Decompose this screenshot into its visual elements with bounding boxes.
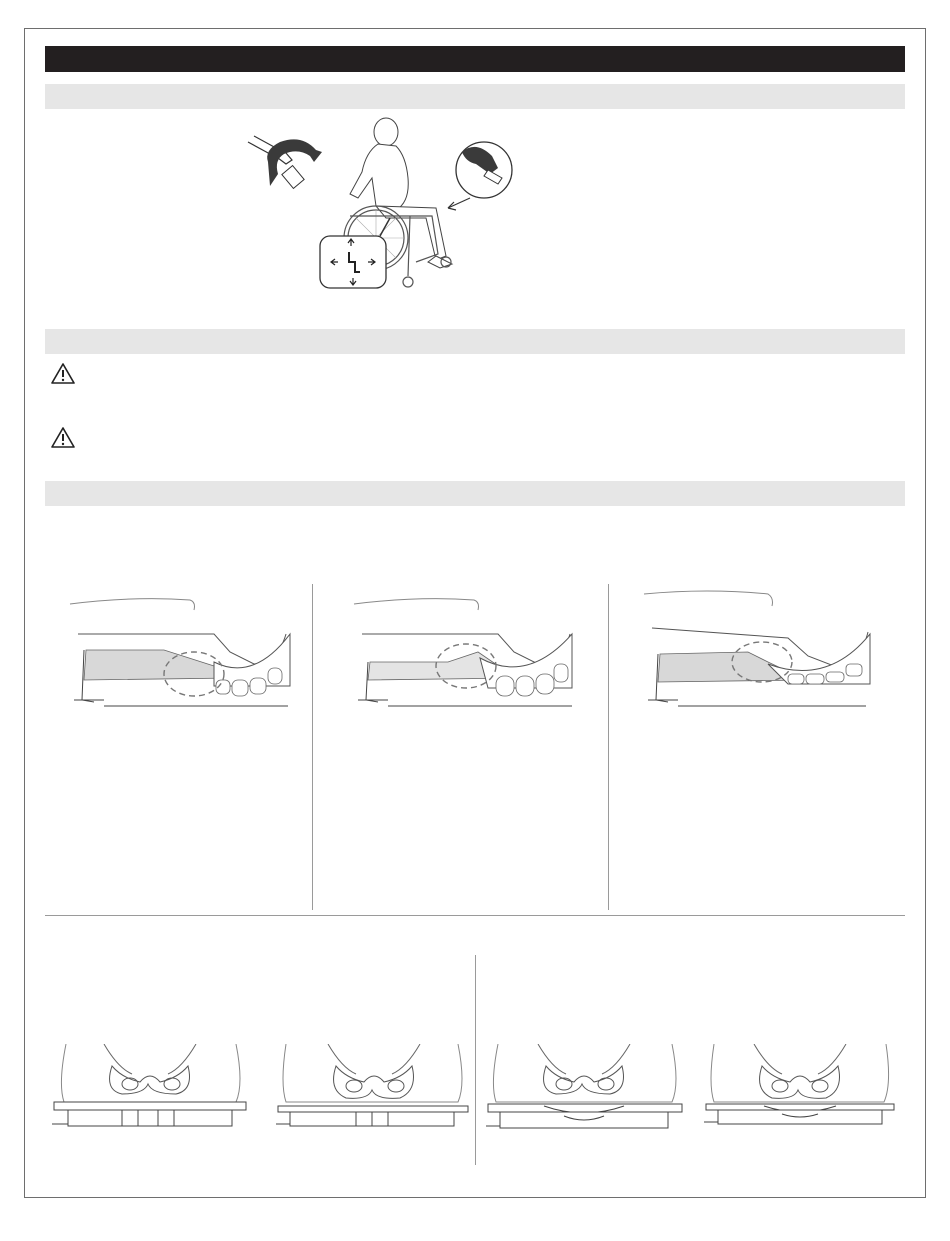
- warning-triangle-icon: [50, 426, 76, 450]
- four-way-adjust-icon: [320, 236, 386, 288]
- valve-icon: [456, 142, 512, 198]
- pelvis-rear-view-4: [702, 1044, 898, 1132]
- column-divider-2: [608, 584, 609, 910]
- cushion-profile-3: [638, 582, 872, 712]
- section-bar-1: [45, 84, 905, 109]
- rotate-arrow-icon: [248, 136, 322, 188]
- section-bar-3: [45, 481, 905, 506]
- cushion-profile-1: [64, 582, 294, 712]
- cushion-profile-2: [348, 582, 578, 712]
- section-divider: [45, 915, 905, 916]
- section-bar-2: [45, 329, 905, 354]
- warning-triangle-icon: [50, 362, 76, 386]
- wheelchair-illustration: [240, 112, 530, 294]
- pelvis-rear-view-3: [484, 1044, 688, 1132]
- header-bar: [45, 46, 905, 72]
- column-divider-1: [312, 584, 313, 910]
- pelvis-rear-view-1: [48, 1044, 252, 1132]
- pelvis-rear-view-2: [272, 1044, 476, 1132]
